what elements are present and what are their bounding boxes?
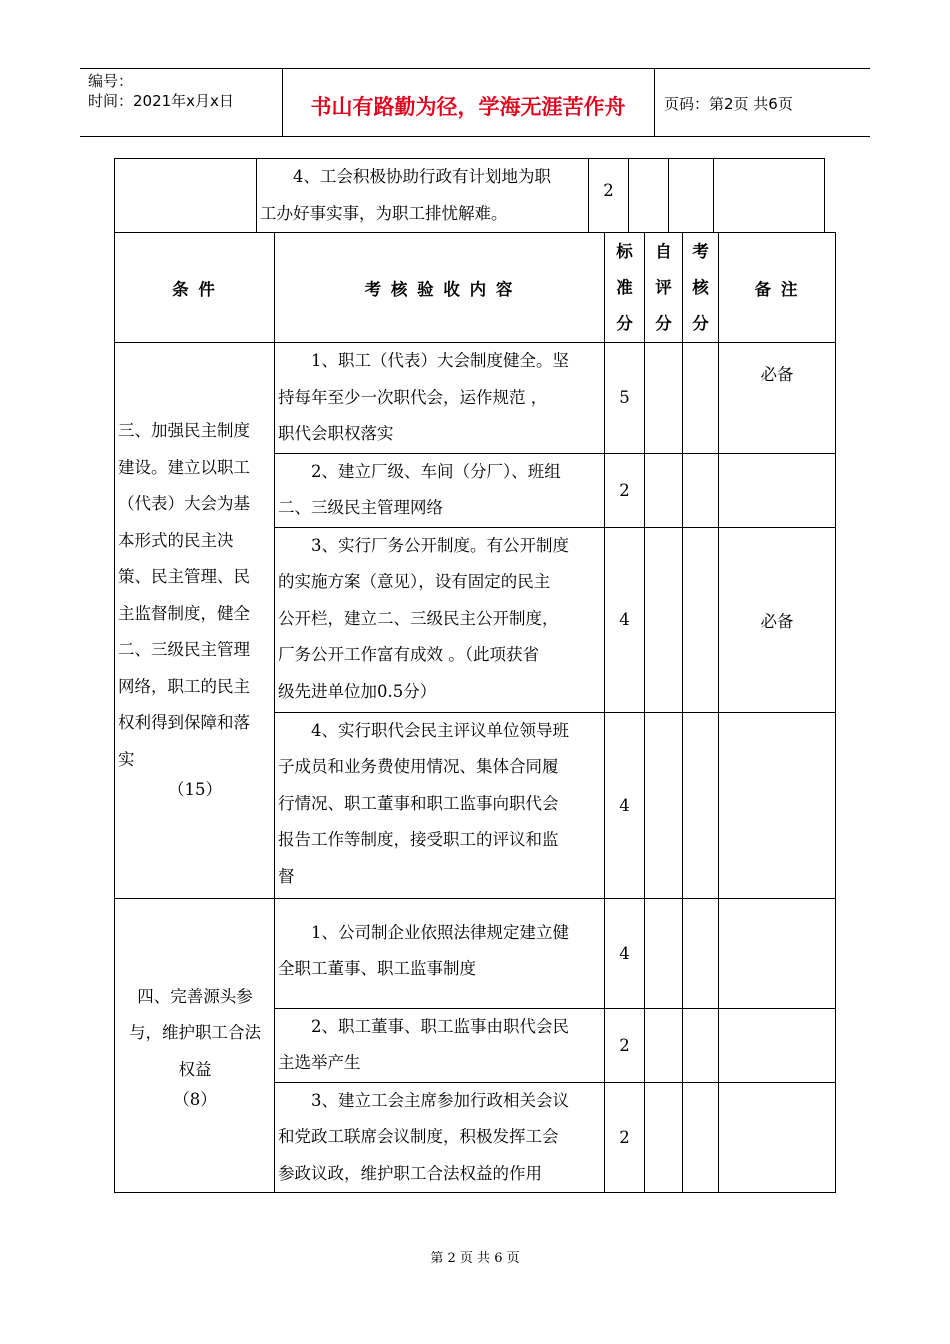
condition-line: 二、三级民主管理 <box>118 640 250 659</box>
fragment-condition-cell <box>115 159 257 233</box>
review-score-cell <box>683 712 719 898</box>
content-line: 参政议政，维护职工合法权益的作用 <box>278 1163 542 1183</box>
condition-line: 权利得到保障和落 <box>118 713 250 732</box>
header-char: 考 <box>692 241 709 261</box>
condition-line: 建设。建立以职工 <box>118 457 250 477</box>
condition-line: 与，维护职工合法 <box>129 1023 261 1042</box>
top-fragment-table <box>114 158 825 233</box>
column-header-condition: 条 件 <box>115 233 275 343</box>
header-motto: 书山有路勤为径，学海无涯苦作舟 <box>310 95 626 119</box>
item-content <box>275 453 605 527</box>
content-line: 职代会职权落实 <box>278 424 394 443</box>
fragment-content-line: 4、工会积极协助行政有计划地为职 <box>293 167 551 186</box>
content-line: 1、职工（代表）大会制度健全。坚 <box>311 351 569 370</box>
review-score-cell <box>683 1008 719 1082</box>
serial-label: 编号： <box>88 72 134 90</box>
content-line: 2、建立厂级、车间（分厂）、班组 <box>311 461 561 481</box>
item-note: 必备 <box>719 527 836 712</box>
page-footer: 第 2 页 共 6 页 <box>430 1251 520 1266</box>
self-score-cell <box>645 712 683 898</box>
self-score-cell <box>645 1008 683 1082</box>
table-row <box>115 343 836 454</box>
item-content <box>275 898 605 1008</box>
review-score-cell <box>683 1082 719 1193</box>
condition-line: 四、完善源头参 <box>137 986 253 1006</box>
self-score-cell <box>645 527 683 712</box>
header-char: 准 <box>616 277 633 297</box>
column-header-self <box>645 233 683 343</box>
content-line: 3、建立工会主席参加行政相关会议 <box>311 1090 569 1110</box>
condition-line: 策、民主管理、民 <box>118 567 250 586</box>
content-line: 督 <box>278 866 295 886</box>
content-line: 的实施方案（意见），设有固定的民主 <box>278 572 551 591</box>
content-line: 二、三级民主管理网络 <box>278 498 443 517</box>
item-score: 2 <box>605 1008 645 1082</box>
time-label: 时间：2021年x月x日 <box>88 92 234 110</box>
review-score-cell <box>683 898 719 1008</box>
condition-line: 网络，职工的民主 <box>118 676 250 696</box>
item-content <box>275 527 605 712</box>
item-score: 4 <box>605 527 645 712</box>
content-line: 2、职工董事、职工监事由职代会民 <box>311 1016 569 1036</box>
self-score-cell <box>645 343 683 454</box>
content-line: 主选举产生 <box>278 1053 361 1072</box>
header-char: 评 <box>655 277 672 297</box>
fragment-content-line: 工办好事实事，为职工排忧解难。 <box>260 203 508 223</box>
item-content <box>275 712 605 898</box>
content-line: 级先进单位加0.5分） <box>278 681 437 701</box>
column-header-content: 考 核 验 收 内 容 <box>275 233 605 343</box>
note-cell <box>719 898 836 1008</box>
content-line: 行情况、职工董事和职工监事向职代会 <box>278 793 559 813</box>
content-line: 厂务公开工作富有成效 。（此项获省 <box>278 645 539 664</box>
item-content <box>275 1008 605 1082</box>
item-score: 5 <box>605 343 645 454</box>
section3-condition <box>115 343 275 899</box>
header-bottom-rule <box>80 136 870 137</box>
content-line: 报告工作等制度，接受职工的评议和监 <box>278 830 559 849</box>
content-line: 3、实行厂务公开制度。有公开制度 <box>311 535 569 555</box>
content-line: 持每年至少一次职代会，运作规范 ， <box>278 387 548 407</box>
fragment-score: 2 <box>589 159 629 233</box>
column-header-standard <box>605 233 645 343</box>
section3-points: （15） <box>168 780 222 799</box>
item-note <box>719 712 836 898</box>
condition-line: 三、加强民主制度 <box>118 421 250 440</box>
header-char: 分 <box>616 313 633 333</box>
fragment-review-cell <box>669 159 714 233</box>
column-header-note: 备 注 <box>719 233 836 343</box>
header-page-label: 页码：第2页 共6页 <box>664 95 793 113</box>
condition-line: 本形式的民主决 <box>118 530 234 550</box>
condition-line: 实 <box>118 749 135 769</box>
content-line: 公开栏，建立二、三级民主公开制度， <box>278 608 559 628</box>
evaluation-table <box>114 232 836 1193</box>
fragment-self-cell <box>629 159 669 233</box>
fragment-note-cell <box>714 159 825 233</box>
header-meta <box>88 71 234 111</box>
item-note <box>719 453 836 527</box>
header-divider-left <box>282 69 283 136</box>
content-line: 4、实行职代会民主评议单位领导班 <box>311 720 569 740</box>
self-score-cell <box>645 898 683 1008</box>
review-score-cell <box>683 343 719 454</box>
condition-line: （代表）大会为基 <box>118 494 250 513</box>
item-content <box>275 343 605 454</box>
content-line: 1、公司制企业依照法律规定建立健 <box>311 922 569 942</box>
self-score-cell <box>645 453 683 527</box>
condition-line: 权益 <box>178 1059 212 1079</box>
header-top-rule <box>80 68 870 69</box>
header-char: 分 <box>692 313 709 333</box>
content-line: 全职工董事、职工监事制度 <box>278 959 476 978</box>
item-note: 必备 <box>719 343 836 454</box>
header-char: 分 <box>655 313 672 333</box>
fragment-content-cell <box>257 159 589 233</box>
item-content <box>275 1082 605 1193</box>
review-score-cell <box>683 527 719 712</box>
section4-points: （8） <box>173 1090 217 1109</box>
table-row <box>115 898 836 1008</box>
header-char: 自 <box>655 241 672 261</box>
header-char: 核 <box>692 277 709 297</box>
column-header-review <box>683 233 719 343</box>
item-score: 2 <box>605 453 645 527</box>
content-line: 和党政工联席会议制度，积极发挥工会 <box>278 1127 559 1146</box>
condition-line: 主监督制度，健全 <box>118 603 250 623</box>
self-score-cell <box>645 1082 683 1193</box>
header-divider-right <box>654 69 655 136</box>
note-cell <box>719 1008 836 1082</box>
review-score-cell <box>683 453 719 527</box>
item-score: 4 <box>605 712 645 898</box>
item-score: 4 <box>605 898 645 1008</box>
section4-condition <box>115 898 275 1193</box>
item-score: 2 <box>605 1082 645 1193</box>
table-header-row <box>115 233 836 343</box>
note-cell <box>719 1082 836 1193</box>
header-char: 标 <box>616 241 633 261</box>
content-line: 子成员和业务费使用情况、集体合同履 <box>278 757 559 776</box>
